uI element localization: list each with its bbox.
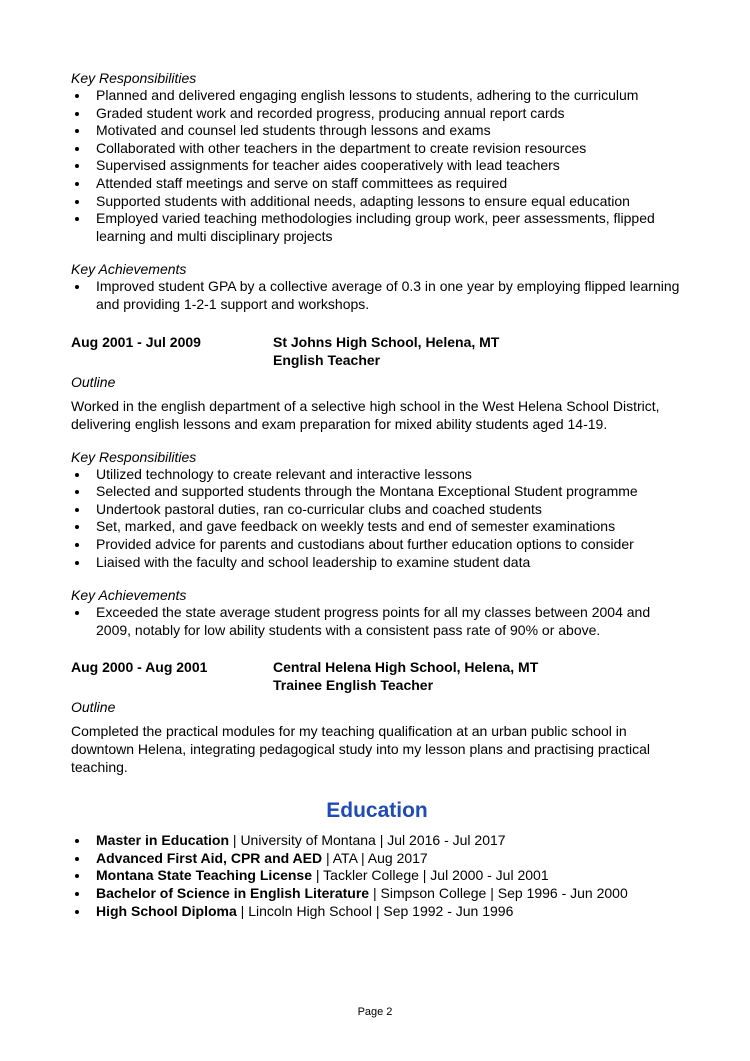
- outline-heading: Outline: [71, 699, 116, 716]
- qualification-details: | Simpson College | Sep 1996 - Jun 2000: [369, 885, 628, 902]
- list-item: Planned and delivered engaging english lessons to students, adhering to the curriculum: [71, 87, 683, 105]
- job-title: English Teacher: [273, 351, 381, 368]
- outline-text: Worked in the english department of a selective high school in the West Helena School District, delivering english lessons and exam preparation for mixed ability students aged 14-19.: [71, 397, 660, 432]
- job-header: [71, 333, 683, 369]
- achievements-list: [71, 278, 683, 313]
- responsibilities-list: [71, 466, 683, 572]
- qualification: High School Diploma: [96, 902, 237, 919]
- school-name: St Johns High School, Helena, MT: [273, 333, 500, 350]
- list-item: Set, marked, and gave feedback on weekly tests and end of semester examinations: [71, 518, 683, 536]
- responsibilities-heading: Key Responsibilities: [71, 448, 197, 465]
- list-item: Liaised with the faculty and school leadership to examine student data: [71, 554, 683, 572]
- responsibilities-list: [71, 87, 683, 245]
- qualification-details: | Lincoln High School | Sep 1992 - Jun 1996: [236, 902, 514, 919]
- qualification: Montana State Teaching License: [96, 867, 313, 884]
- job-dates: Aug 2001 - Jul 2009: [71, 333, 201, 350]
- qualification: Advanced First Aid, CPR and AED: [96, 849, 323, 866]
- achievements-list: [71, 604, 683, 639]
- list-item: Exceeded the state average student progress points for all my classes between 2004 and 2009, notably for low ability students with a consistent pass rate of 90% or above.: [71, 604, 683, 639]
- list-item: Attended staff meetings and serve on staff committees as required: [71, 175, 683, 193]
- achievements-heading: Key Achievements: [71, 587, 187, 604]
- qualification-details: | University of Montana | Jul 2016 - Jul 2017: [229, 832, 506, 849]
- list-item: Employed varied teaching methodologies including group work, peer assessments, flipped learning and multi disciplinary projects: [71, 210, 683, 245]
- list-item: Utilized technology to create relevant and interactive lessons: [71, 466, 683, 484]
- list-item: [71, 850, 683, 868]
- education-heading: Education: [326, 799, 428, 823]
- school-name: Central Helena High School, Helena, MT: [273, 659, 539, 676]
- job-title: Trainee English Teacher: [273, 677, 434, 694]
- list-item: Graded student work and recorded progress, producing annual report cards: [71, 105, 683, 123]
- list-item: [71, 903, 683, 921]
- education-list: [71, 832, 683, 920]
- list-item: [71, 885, 683, 903]
- list-item: Improved student GPA by a collective average of 0.3 in one year by employing flipped learning and providing 1-2-1 support and workshops.: [71, 278, 683, 313]
- job-header: [71, 658, 683, 694]
- list-item: Supported students with additional needs, adapting lessons to ensure equal education: [71, 193, 683, 211]
- qualification: Bachelor of Science in English Literature: [96, 885, 370, 902]
- list-item: Collaborated with other teachers in the department to create revision resources: [71, 140, 683, 158]
- list-item: Supervised assignments for teacher aides cooperatively with lead teachers: [71, 157, 683, 175]
- list-item: [71, 867, 683, 885]
- job-dates: Aug 2000 - Aug 2001: [71, 659, 208, 676]
- list-item: [71, 832, 683, 850]
- qualification-details: | ATA | Aug 2017: [322, 849, 428, 866]
- outline-text: Completed the practical modules for my teaching qualification at an urban public school in downtown Helena, integrating pedagogical study into my lesson plans and practising practical teaching.: [71, 723, 651, 776]
- resume-page: [71, 0, 683, 920]
- list-item: Selected and supported students through the Montana Exceptional Student programme: [71, 483, 683, 501]
- list-item: Undertook pastoral duties, ran co-curricular clubs and coached students: [71, 501, 683, 519]
- qualification: Master in Education: [96, 832, 230, 849]
- list-item: Motivated and counsel led students through lessons and exams: [71, 122, 683, 140]
- page-number: Page 2: [357, 1006, 393, 1018]
- responsibilities-heading: Key Responsibilities: [71, 70, 197, 86]
- qualification-details: | Tackler College | Jul 2000 - Jul 2001: [312, 867, 549, 884]
- list-item: Provided advice for parents and custodians about further education options to consider: [71, 536, 683, 554]
- achievements-heading: Key Achievements: [71, 261, 187, 278]
- outline-heading: Outline: [71, 373, 116, 390]
